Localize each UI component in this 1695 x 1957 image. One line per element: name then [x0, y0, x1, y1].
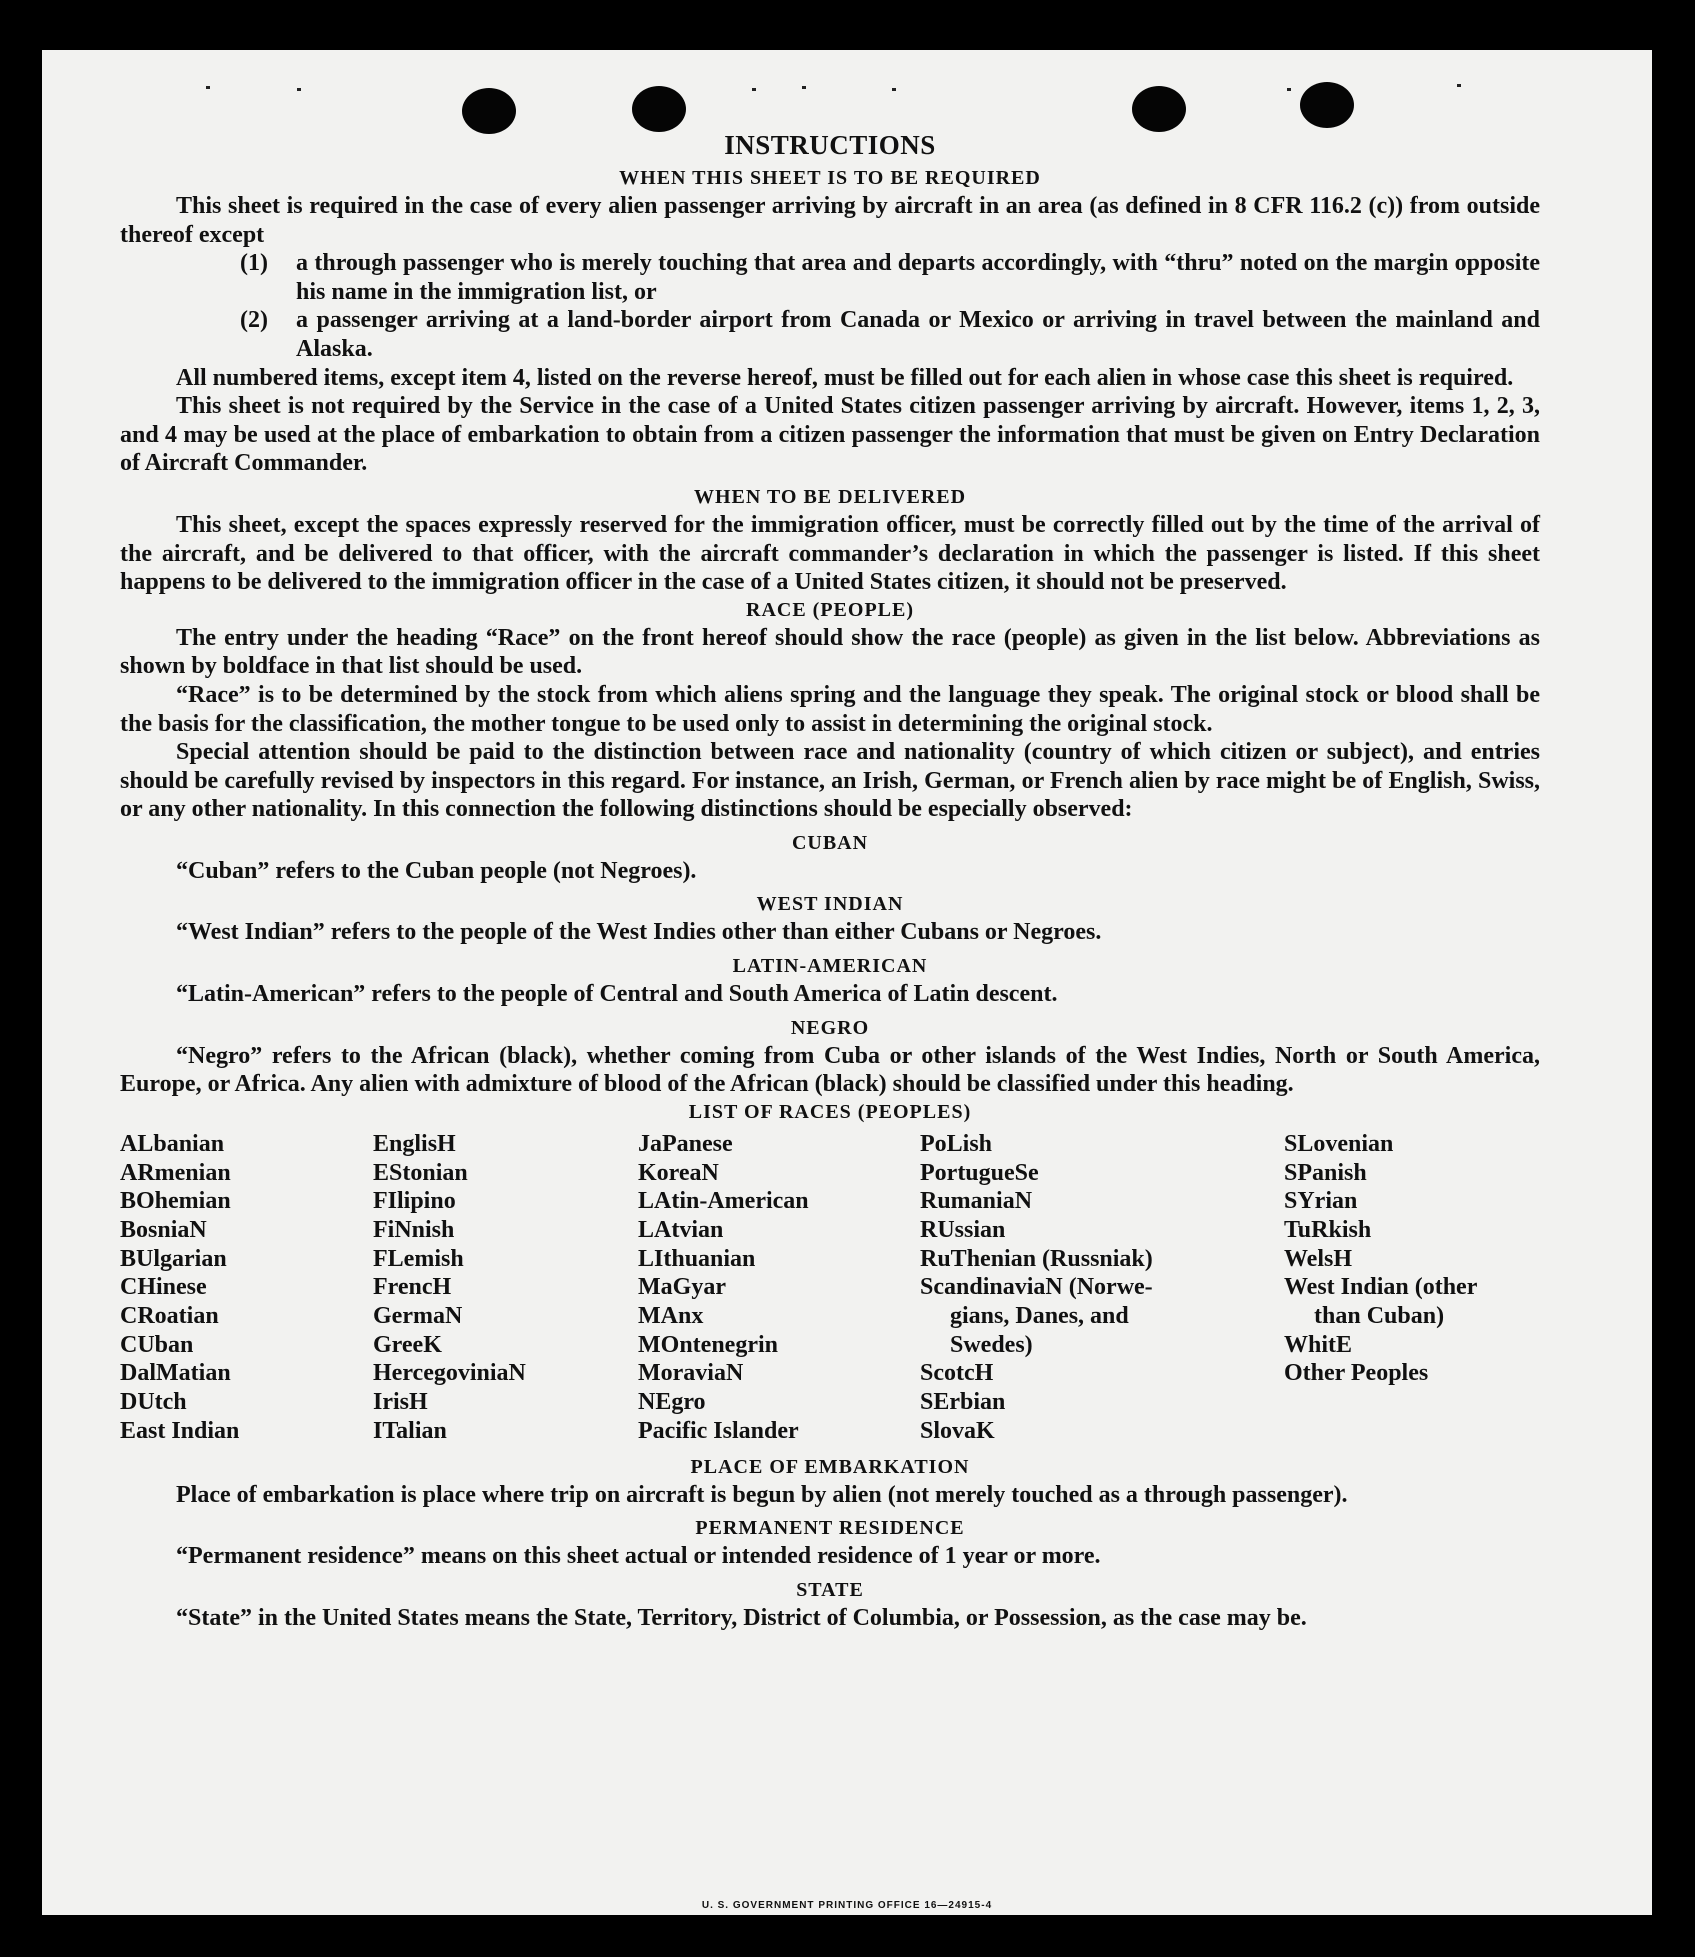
race-entry: PoLish: [920, 1130, 993, 1157]
race-entry: FLemish: [373, 1245, 464, 1272]
paragraph: This sheet is required in the case of every alien passenger arriving by aircraft in an area (as defined in 8 CFR 116.2 (c)) from outside thereof except: [120, 193, 1540, 248]
race-entry: WhitE: [1284, 1331, 1353, 1358]
race-entry: BOhemian: [120, 1188, 231, 1215]
numbered-item: [120, 306, 1540, 363]
race-entry: GreeK: [373, 1331, 442, 1358]
race-entry: Pacific Islander: [638, 1417, 799, 1444]
punch-hole: [1300, 82, 1354, 128]
paragraph: “Race” is to be determined by the stock from which aliens spring and the language they speak. The original stock or blood shall be the basis for the classification, the mother tongue to be used only to assist in determining the original stock.: [120, 681, 1540, 737]
paragraph: “Cuban” refers to the Cuban people (not Negroes).: [176, 857, 697, 884]
race-entry-continuation: gians, Danes, and: [950, 1303, 1129, 1330]
race-entry: NEgro: [638, 1389, 706, 1416]
race-entry-continuation: than Cuban): [1314, 1303, 1445, 1330]
race-entry: East Indian: [120, 1417, 240, 1444]
race-entry: HercegoviniaN: [373, 1360, 526, 1387]
paragraph: “State” in the United States means the State, Territory, District of Columbia, or Possession, as the case may be.: [176, 1604, 1307, 1631]
race-list: [120, 1130, 1540, 1446]
item-text: a passenger arriving at a land-border airport from Canada or Mexico or arriving in travel between the mainland and Alaska.: [296, 307, 1540, 362]
section-heading: PLACE OF EMBARKATION: [690, 1455, 970, 1478]
paragraph: “West Indian” refers to the people of the West Indies other than either Cubans or Negroes.: [176, 919, 1102, 946]
race-entry: CUban: [120, 1331, 194, 1358]
numbered-item: [120, 249, 1540, 306]
section-heading: LATIN-AMERICAN: [732, 955, 928, 978]
race-entry: PortugueSe: [920, 1159, 1039, 1186]
item-number: (2): [240, 307, 268, 334]
instructions-content: [120, 130, 1540, 1632]
race-entry: KoreaN: [638, 1159, 719, 1186]
punch-hole: [1132, 86, 1186, 132]
race-entry: LAtvian: [638, 1216, 724, 1243]
section-heading: WEST INDIAN: [756, 893, 904, 916]
race-entry: FiNnish: [373, 1216, 455, 1243]
section-heading: LIST OF RACES (PEOPLES): [688, 1100, 972, 1123]
race-entry: SlovaK: [920, 1417, 995, 1444]
section-heading: PERMANENT RESIDENCE: [695, 1517, 965, 1540]
race-column: [373, 1130, 638, 1446]
race-entry: FIlipino: [373, 1188, 456, 1215]
paragraph: Place of embarkation is place where trip on aircraft is begun by alien (not merely touched as a through passenger).: [176, 1481, 1348, 1508]
race-entry: RUssian: [920, 1216, 1006, 1243]
race-column: [120, 1130, 373, 1446]
page-title: INSTRUCTIONS: [724, 130, 936, 160]
race-entry: EStonian: [373, 1159, 468, 1186]
race-entry: MoraviaN: [638, 1360, 744, 1387]
section-heading: WHEN THIS SHEET IS TO BE REQUIRED: [619, 167, 1041, 189]
race-column: [920, 1130, 1284, 1446]
section-heading: RACE (PEOPLE): [746, 598, 914, 621]
print-speck: [206, 86, 210, 89]
race-entry: LIthuanian: [638, 1245, 756, 1272]
print-speck: [802, 86, 806, 89]
punch-hole: [462, 88, 516, 134]
paragraph: All numbered items, except item 4, listed on the reverse hereof, must be filled out for each alien in whose case this sheet is required.: [176, 364, 1514, 391]
race-entry: MaGyar: [638, 1274, 726, 1301]
print-speck: [297, 88, 301, 91]
race-entry: WelsH: [1284, 1245, 1353, 1272]
race-entry: ARmenian: [120, 1159, 231, 1186]
race-entry: Other Peoples: [1284, 1360, 1429, 1387]
print-speck: [892, 88, 896, 91]
race-entry: ITalian: [373, 1417, 447, 1444]
race-entry: IrisH: [373, 1389, 428, 1416]
race-entry: LAtin-American: [638, 1188, 809, 1215]
paragraph: Special attention should be paid to the distinction between race and nationality (country of which citizen or subject), and entries should be carefully revised by inspectors in this regard. For instance, an Irish, German, or French alien by race might be of English, Swiss, or any other nationality. In this connection the following distinctions should be especially observed:: [120, 739, 1540, 823]
paragraph: This sheet is not required by the Service in the case of a United States citizen passenger arriving by aircraft. However, items 1, 2, 3, and 4 may be used at the place of embarkation to obtain from a citizen passenger the information that must be given on Entry Declaration of Aircraft Commander.: [120, 393, 1540, 477]
race-entry: MAnx: [638, 1303, 704, 1330]
race-entry: BUlgarian: [120, 1245, 227, 1272]
race-entry: GermaN: [373, 1303, 463, 1330]
race-entry: DalMatian: [120, 1360, 231, 1387]
race-column: [638, 1130, 920, 1446]
race-entry-continuation: Swedes): [950, 1331, 1033, 1358]
item-number: (1): [240, 250, 268, 277]
race-entry: DUtch: [120, 1389, 187, 1416]
section-heading: STATE: [796, 1578, 864, 1601]
race-entry: CRoatian: [120, 1303, 219, 1330]
paragraph: “Negro” refers to the African (black), whether coming from Cuba or other islands of the West Indies, North or South America, Europe, or Africa. Any alien with admixture of blood of the African (black) should be classified under this heading.: [120, 1042, 1540, 1098]
race-column: [1284, 1130, 1540, 1446]
race-entry: MOntenegrin: [638, 1331, 778, 1358]
section-heading: CUBAN: [791, 831, 869, 854]
printer-imprint: U. S. GOVERNMENT PRINTING OFFICE 16—24915-4: [701, 1900, 993, 1911]
paragraph: This sheet, except the spaces expressly reserved for the immigration officer, must be correctly filled out by the time of the arrival of the aircraft, and be delivered to that officer, with the aircraft commander’s declaration in which the passenger is listed. If this sheet happens to be delivered to the immigration officer in the case of a United States citizen, it should not be preserved.: [120, 511, 1540, 596]
paragraph: The entry under the heading “Race” on the front hereof should show the race (people) as given in the list below. Abbreviations as shown by boldface in that list should be used.: [120, 624, 1540, 680]
race-entry: RuThenian (Russniak): [920, 1245, 1153, 1272]
race-entry: ALbanian: [120, 1130, 225, 1157]
race-entry: BosniaN: [120, 1216, 207, 1243]
race-entry: ScotcH: [920, 1360, 994, 1387]
paragraph: “Permanent residence” means on this sheet actual or intended residence of 1 year or more.: [176, 1543, 1101, 1570]
item-text: a through passenger who is merely touching that area and departs accordingly, with “thru” noted on the margin opposite his name in the immigration list, or: [296, 250, 1540, 305]
race-entry: RumaniaN: [920, 1188, 1033, 1215]
race-entry: EnglisH: [373, 1130, 456, 1157]
race-entry: West Indian (other: [1284, 1274, 1478, 1301]
race-entry: SErbian: [920, 1389, 1006, 1416]
print-speck: [1287, 88, 1291, 91]
race-entry: ScandinaviaN (Norwe-: [920, 1274, 1153, 1301]
race-entry: SPanish: [1284, 1159, 1367, 1186]
race-entry: TuRkish: [1284, 1216, 1372, 1243]
race-entry: SYrian: [1284, 1188, 1358, 1215]
print-speck: [752, 88, 756, 91]
section-heading: NEGRO: [790, 1016, 870, 1039]
race-entry: FrencH: [373, 1274, 452, 1301]
paragraph: “Latin-American” refers to the people of Central and South America of Latin descent.: [176, 981, 1058, 1008]
race-entry: CHinese: [120, 1274, 207, 1301]
race-entry: SLovenian: [1284, 1130, 1394, 1157]
race-entry: JaPanese: [638, 1130, 733, 1157]
section-heading: WHEN TO BE DELIVERED: [693, 485, 967, 508]
punch-hole: [632, 86, 686, 132]
print-speck: [1457, 84, 1461, 87]
